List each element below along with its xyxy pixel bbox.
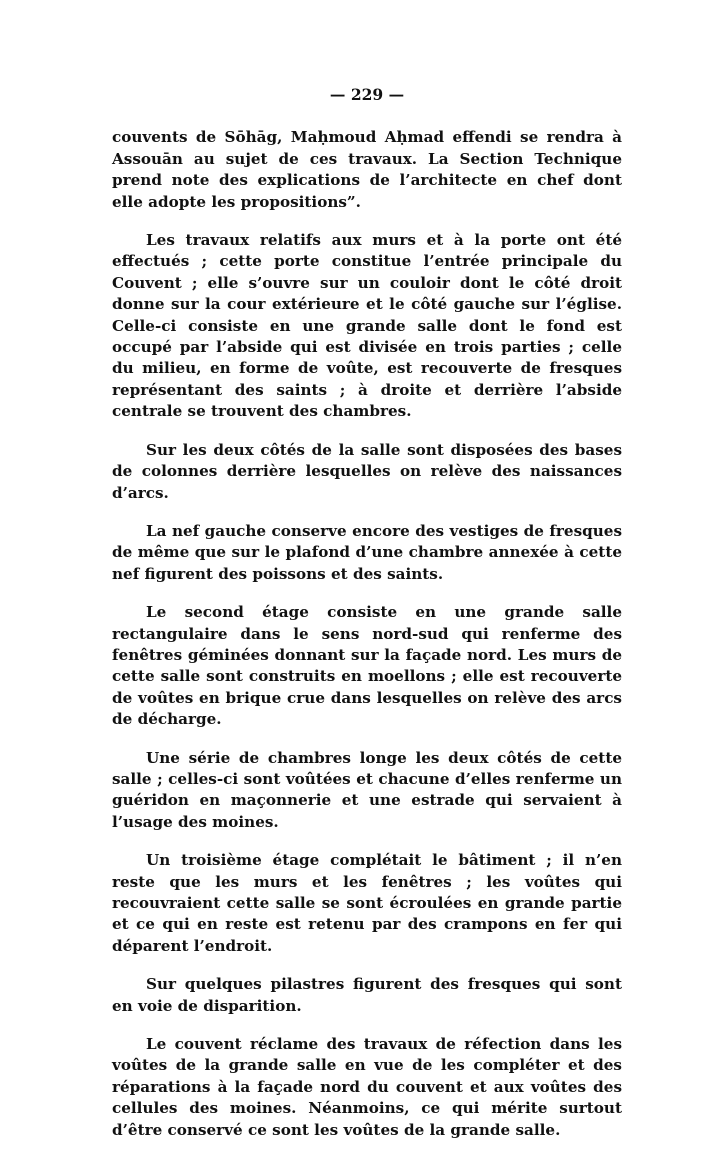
paragraph-repairs: Le couvent réclame des travaux de réfection dans les voûtes de la grande salle en vue de les compléter et des réparations à la façade nord du couvent et aux voûtes des cellules des moines. Néanmoins, ce qui mérite surtout d’être conservé ce sont les voûtes de la grande salle. (112, 1035, 622, 1139)
paragraph-pilasters: Sur quelques pilastres figurent des fresques qui sont en voie de disparition. (112, 975, 622, 1015)
paragraph-second-floor: Le second étage consiste en une grande salle rectangulaire dans le sens nord-sud qui renferme des fenêtres géminées donnant sur la façade nord. Les murs de cette salle sont construits en moellons ; elle est recouverte de voûtes en brique crue dans lesquelles on relève des arcs de décharge. (112, 603, 622, 729)
paragraph-third-floor: Un troisième étage complétait le bâtiment ; il n’en reste que les murs et les fenêtres ; les voûtes qui recouvraient cette salle se sont écroulées en grande partie et ce qui en reste est retenu par des crampons en fer qui déparent l’endroit. (112, 851, 622, 955)
paragraph-chambers: Une série de chambres longe les deux côtés de cette salle ; celles-ci sont voûtées et chacune d’elles renferme un guéridon en maçonnerie et une estrade qui servaient à l’usage des moines. (112, 748, 622, 831)
document-page (112, 84, 622, 1158)
paragraph-works-description: Les travaux relatifs aux murs et à la porte ont été effectués ; cette porte constitue l’entrée principale du Couvent ; elle s’ouvre sur un couloir dont le côté droit donne sur la cour extérieure et le côté gauche sur l’église. Celle-ci consiste en une grande salle dont le fond est occupé par l’abside qui est divisée en trois parties ; celle du milieu, en forme de voûte, est recouverte de fresques représentant des saints ; à droite et derrière l’abside centrale se trouvent des chambres. (112, 231, 622, 421)
paragraph-continuation: couvents de Sōhāg, Maḥmoud Aḥmad effendi se rendra à Assouān au sujet de ces travaux. La Section Technique prend note des explications de l’architecte en chef dont elle adopte les propositions”. (112, 128, 622, 211)
paragraph-column-bases: Sur les deux côtés de la salle sont disposées des bases de colonnes derrière lesquelles on relève des naissances d’arcs. (112, 440, 622, 502)
paragraph-left-nave: La nef gauche conserve encore des vestiges de fresques de même que sur le plafond d’une chambre annexée à cette nef figurent des poissons et des saints. (112, 521, 622, 583)
page-number: — 229 — (329, 85, 405, 104)
